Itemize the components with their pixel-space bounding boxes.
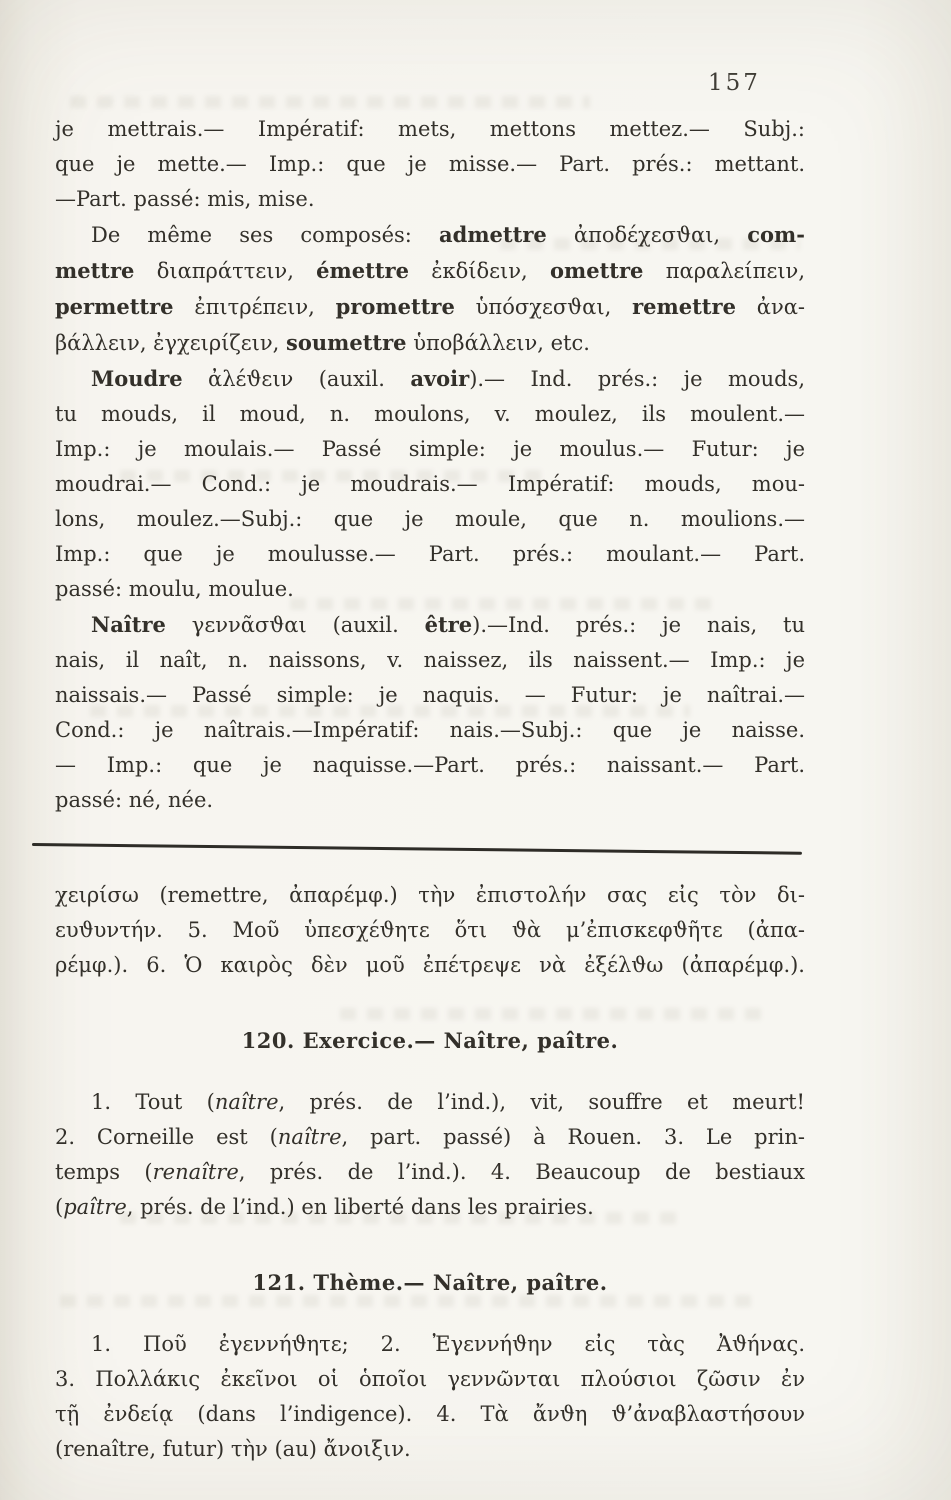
text-line: [55, 537, 805, 572]
text-segment: (: [55, 1195, 64, 1219]
text-segment: lons, moulez.—Subj.: que je moule, que n. moulions.—: [55, 507, 805, 531]
text-segment: émettre: [316, 258, 409, 283]
text-line: [55, 878, 805, 913]
text-segment: 1. Ποῦ ἐγεννήϑητε; 2. Ἐγεννήϑην εἰς τὰς Ἀϑήνας.: [91, 1332, 805, 1356]
text-line: [55, 1397, 805, 1432]
text-segment: temps (: [55, 1160, 153, 1184]
text-segment: γεννᾶσϑαι (auxil.: [165, 613, 425, 637]
text-line: [55, 253, 805, 289]
text-segment: mettre: [55, 258, 135, 283]
text-line: [55, 217, 805, 253]
text-segment: ἀποδέχεσϑαι,: [546, 223, 748, 247]
paragraph: [55, 1085, 805, 1225]
text-segment: ἀνα-: [735, 295, 805, 319]
text-segment: (renaître, futur) τὴν (au) ἄνοιξιν.: [55, 1437, 411, 1461]
text-segment: 121. Thème.— Naître, paître.: [252, 1270, 608, 1295]
paragraph: [55, 607, 805, 818]
text-segment: permettre: [55, 294, 174, 319]
text-line: [55, 182, 805, 217]
section-heading: [55, 1023, 805, 1058]
text-segment: ὑπόσχεσϑαι,: [454, 295, 633, 319]
text-line: [55, 572, 805, 607]
text-body: [55, 112, 805, 1467]
text-segment: , part. passé) à Rouen. 3. Le prin-: [341, 1125, 805, 1149]
text-segment: Naître: [91, 612, 166, 637]
paragraph: [55, 217, 805, 361]
text-segment: ἀλέϑειν (auxil.: [182, 367, 411, 391]
text-segment: —Part. passé: mis, mise.: [55, 187, 315, 211]
text-line: [55, 325, 805, 361]
paragraph: [55, 112, 805, 217]
text-segment: 3. Πολλάκις ἐκεῖνοι οἱ ὁποῖοι γεννῶνται πλούσιοι ζῶσιν ἐν: [55, 1367, 805, 1391]
text-segment: naître: [277, 1125, 342, 1149]
text-line: [55, 678, 805, 713]
text-segment: 120. Exercice.— Naître, paître.: [241, 1028, 619, 1053]
text-segment: passé: né, née.: [55, 788, 214, 812]
text-line: [55, 432, 805, 467]
text-segment: ἐπιτρέπειν,: [173, 295, 336, 319]
text-segment: remettre: [632, 294, 736, 319]
paragraph: [55, 1327, 805, 1467]
text-segment: De même ses composés:: [91, 223, 440, 247]
paragraph: [55, 361, 805, 607]
section-heading: [55, 1265, 805, 1300]
text-segment: passé: moulu, moulue.: [55, 577, 294, 601]
text-line: [55, 748, 805, 783]
text-segment: , prés. de l’ind.). 4. Beaucoup de bestiaux: [238, 1160, 805, 1184]
text-segment: nais, il naît, n. naissons, v. naissez, ils naissent.— Imp.: je: [55, 648, 805, 672]
text-segment: com-: [747, 222, 805, 247]
text-segment: Moudre: [91, 366, 183, 391]
text-segment: , prés. de l’ind.) en liberté dans les prairies.: [126, 1195, 594, 1219]
text-segment: ρέμφ.). 6. Ὁ καιρὸς δὲν μοῦ ἐπέτρεψε νὰ ἐξέλϑω (ἀπαρέμφ.).: [55, 953, 805, 977]
text-segment: διαπράττειν,: [134, 259, 317, 283]
text-line: [55, 1155, 805, 1190]
text-segment: τῇ ἐνδείᾳ (dans l’indigence). 4. Τὰ ἄνϑη ϑ’ἀναβλαστήσουν: [55, 1402, 805, 1426]
text-segment: admettre: [439, 222, 547, 247]
text-line: [55, 607, 805, 643]
text-segment: ὑποβάλλειν, etc.: [406, 331, 590, 355]
text-segment: , prés. de l’ind.), vit, souffre et meurt!: [278, 1090, 805, 1114]
text-line: [55, 1432, 805, 1467]
text-segment: ).— Ind. prés.: je mouds,: [469, 367, 805, 391]
text-line: [55, 289, 805, 325]
text-segment: soumettre: [286, 330, 407, 355]
text-segment: Cond.: je naîtrais.—Impératif: nais.—Subj.: que je naisse.: [55, 718, 805, 742]
text-segment: je mettrais.— Impératif: mets, mettons mettez.— Subj.:: [55, 117, 805, 141]
text-segment: naître: [214, 1090, 279, 1114]
text-line: [55, 643, 805, 678]
text-line: [55, 913, 805, 948]
text-segment: 2. Corneille est (: [55, 1125, 278, 1149]
bleed-through-ghost: [70, 96, 590, 108]
text-segment: paître: [63, 1195, 127, 1219]
text-line: [55, 1327, 805, 1362]
text-segment: — Imp.: que je naquisse.—Part. prés.: naissant.— Part.: [55, 753, 805, 777]
text-line: [55, 1085, 805, 1120]
text-line: [55, 948, 805, 983]
text-segment: omettre: [550, 258, 644, 283]
text-segment: χειρίσω (remettre, ἀπαρέμφ.) τὴν ἐπιστολήν σας εἰς τὸν δι-: [55, 883, 805, 907]
text-segment: promettre: [335, 294, 455, 319]
text-segment: moudrai.— Cond.: je moudrais.— Impératif: mouds, mou-: [55, 472, 805, 496]
text-line: [55, 112, 805, 147]
text-line: [55, 502, 805, 537]
text-segment: renaître: [152, 1160, 239, 1184]
text-segment: Imp.: que je moulusse.— Part. prés.: moulant.— Part.: [55, 542, 805, 566]
text-segment: avoir: [410, 366, 470, 391]
text-segment: ).—Ind. prés.: je nais, tu: [472, 613, 806, 637]
text-line: [55, 397, 805, 432]
text-segment: ἐκδίδειν,: [408, 259, 550, 283]
text-segment: naissais.— Passé simple: je naquis. — Futur: je naîtrai.—: [55, 683, 805, 707]
text-segment: Imp.: je moulais.— Passé simple: je moulus.— Futur: je: [55, 437, 805, 461]
text-line: [55, 1120, 805, 1155]
text-segment: βάλλειν, ἐγχειρίζειν,: [55, 331, 287, 355]
text-line: [55, 467, 805, 502]
text-line: [55, 783, 805, 818]
text-segment: que je mette.— Imp.: que je misse.— Part. prés.: mettant.: [55, 152, 805, 176]
text-segment: être: [424, 612, 473, 637]
text-segment: 1. Tout (: [91, 1090, 215, 1114]
text-segment: tu mouds, il moud, n. moulons, v. moulez, ils moulent.—: [55, 402, 805, 426]
text-line: [55, 147, 805, 182]
separator-rule: [32, 843, 802, 855]
page-number: 157: [708, 70, 761, 96]
text-segment: ευϑυντήν. 5. Μοῦ ὑπεσχέϑητε ὅτι ϑὰ μ’ἐπισκεφϑῆτε (ἀπα-: [55, 918, 805, 942]
text-line: [55, 1190, 805, 1225]
text-line: [55, 1362, 805, 1397]
text-line: [55, 713, 805, 748]
text-segment: παραλείπειν,: [643, 259, 805, 283]
text-line: [55, 361, 805, 397]
paragraph: [55, 878, 805, 983]
